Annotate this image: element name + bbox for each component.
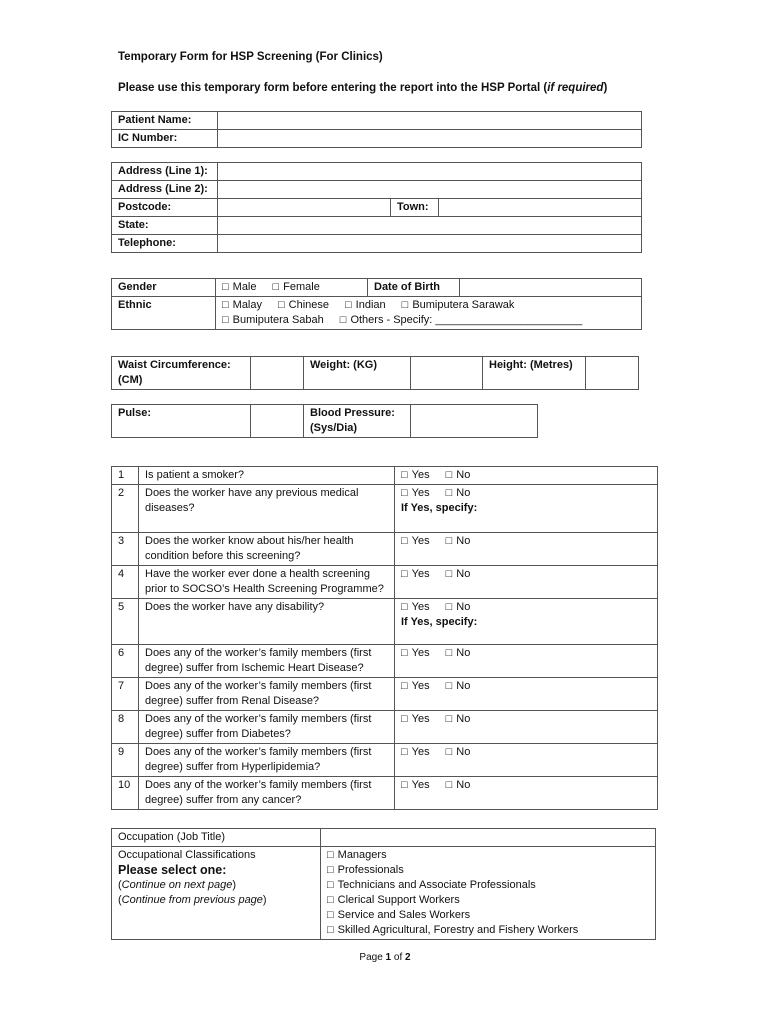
no-checkbox[interactable]: □ No — [446, 567, 471, 582]
question-number: 4 — [112, 566, 139, 599]
question-number: 1 — [112, 467, 139, 485]
ethnic-label: Ethnic — [112, 297, 216, 330]
yes-checkbox[interactable]: □ Yes — [401, 486, 430, 501]
town-field[interactable] — [439, 199, 642, 217]
ethnic-others-checkbox[interactable]: □ Others - Specify: ________________________ — [340, 313, 582, 328]
patient-table — [111, 111, 642, 148]
no-checkbox[interactable]: □ No — [446, 745, 471, 760]
bp-label: Blood Pressure: (Sys/Dia) — [304, 405, 411, 438]
continue-next-note: (Continue on next page) — [118, 879, 237, 891]
question-number: 7 — [112, 678, 139, 711]
subtitle-italic: if required — [547, 82, 604, 94]
weight-label: Weight: (KG) — [304, 357, 411, 390]
question-answer — [395, 777, 658, 810]
question-row — [112, 744, 658, 777]
address-line1-label: Address (Line 1): — [112, 163, 218, 181]
telephone-label: Telephone: — [112, 235, 218, 253]
town-label: Town: — [391, 199, 439, 217]
patient-name-label: Patient Name: — [112, 112, 218, 130]
question-text: Does the worker have any disability? — [139, 599, 395, 645]
state-field[interactable] — [218, 217, 642, 235]
patient-name-field[interactable] — [218, 112, 642, 130]
question-answer — [395, 645, 658, 678]
ethnic-options — [216, 297, 642, 330]
if-yes-label: If Yes, specify: — [401, 502, 478, 514]
question-text: Does any of the worker’s family members (first degree) suffer from Renal Disease? — [139, 678, 395, 711]
yes-checkbox[interactable]: □ Yes — [401, 567, 430, 582]
select-one-label: Please select one: — [118, 863, 227, 877]
address-line1-field[interactable] — [218, 163, 642, 181]
postcode-field[interactable] — [218, 199, 391, 217]
ethnic-sabah-checkbox[interactable]: □ Bumiputera Sabah — [222, 313, 324, 328]
occupation-title-field[interactable] — [321, 829, 656, 847]
subtitle-prefix: Please use this temporary form before entering the report into the HSP Portal ( — [118, 82, 548, 94]
question-row — [112, 566, 658, 599]
gender-male-checkbox[interactable]: □ Male — [222, 280, 257, 295]
dob-field[interactable] — [460, 279, 642, 297]
no-checkbox[interactable]: □ No — [446, 486, 471, 501]
question-answer — [395, 599, 658, 645]
no-checkbox[interactable]: □ No — [446, 712, 471, 727]
question-number: 3 — [112, 533, 139, 566]
question-number: 10 — [112, 777, 139, 810]
question-number: 6 — [112, 645, 139, 678]
yes-checkbox[interactable]: □ Yes — [401, 679, 430, 694]
continue-prev-text: Continue from previous page — [121, 894, 263, 906]
occupation-option[interactable]: □ Skilled Agricultural, Forestry and Fishery Workers — [327, 923, 649, 938]
occupation-table — [111, 828, 656, 940]
question-row — [112, 533, 658, 566]
occupation-class-label: Occupational Classifications — [118, 849, 256, 861]
ethnic-chinese-checkbox[interactable]: □ Chinese — [278, 298, 329, 313]
ethnic-sarawak-checkbox[interactable]: □ Bumiputera Sarawak — [402, 298, 515, 313]
page-word: Page — [359, 952, 383, 963]
subtitle-suffix: ) — [603, 82, 608, 94]
question-number: 2 — [112, 485, 139, 533]
waist-label: Waist Circumference: (CM) — [112, 357, 251, 390]
bp-field[interactable] — [411, 405, 538, 438]
form-subtitle — [118, 82, 607, 94]
height-field[interactable] — [586, 357, 639, 390]
ic-number-label: IC Number: — [112, 130, 218, 148]
questions-table — [111, 466, 658, 810]
gender-label: Gender — [112, 279, 216, 297]
weight-field[interactable] — [411, 357, 483, 390]
yes-checkbox[interactable]: □ Yes — [401, 778, 430, 793]
no-checkbox[interactable]: □ No — [446, 534, 471, 549]
question-answer — [395, 566, 658, 599]
gender-options — [216, 279, 368, 297]
question-row — [112, 485, 658, 533]
pulse-label: Pulse: — [112, 405, 251, 438]
dob-label: Date of Birth — [368, 279, 460, 297]
form-title: Temporary Form for HSP Screening (For Clinics) — [118, 51, 383, 63]
gender-female-checkbox[interactable]: □ Female — [273, 280, 320, 295]
question-row — [112, 645, 658, 678]
address-table — [111, 162, 642, 253]
page-number: 1 — [385, 952, 392, 963]
occupation-option[interactable]: □ Technicians and Associate Professionals — [327, 878, 649, 893]
body-measurements-table — [111, 356, 639, 390]
occupation-options — [321, 847, 656, 940]
no-checkbox[interactable]: □ No — [446, 778, 471, 793]
page-footer — [0, 952, 770, 963]
question-answer — [395, 678, 658, 711]
continue-prev-note: (Continue from previous page) — [118, 894, 267, 906]
yes-checkbox[interactable]: □ Yes — [401, 745, 430, 760]
occupation-option[interactable]: □ Clerical Support Workers — [327, 893, 649, 908]
question-number: 9 — [112, 744, 139, 777]
yes-checkbox[interactable]: □ Yes — [401, 712, 430, 727]
if-yes-label: If Yes, specify: — [401, 616, 478, 628]
question-row — [112, 467, 658, 485]
no-checkbox[interactable]: □ No — [446, 679, 471, 694]
address-line2-label: Address (Line 2): — [112, 181, 218, 199]
question-row — [112, 711, 658, 744]
question-row — [112, 599, 658, 645]
occupation-option[interactable]: □ Managers — [327, 848, 649, 863]
question-text: Is patient a smoker? — [139, 467, 395, 485]
question-answer — [395, 467, 658, 485]
vitals-table — [111, 404, 538, 438]
of-word: of — [393, 952, 403, 963]
question-text: Does any of the worker’s family members (first degree) suffer from Diabetes? — [139, 711, 395, 744]
ethnic-malay-checkbox[interactable]: □ Malay — [222, 298, 262, 313]
waist-field[interactable] — [251, 357, 304, 390]
continue-next-text: Continue on next page — [121, 879, 233, 891]
telephone-field[interactable] — [218, 235, 642, 253]
question-row — [112, 777, 658, 810]
question-answer — [395, 744, 658, 777]
question-answer — [395, 485, 658, 533]
yes-checkbox[interactable]: □ Yes — [401, 534, 430, 549]
question-text: Does any of the worker’s family members (first degree) suffer from any cancer? — [139, 777, 395, 810]
postcode-label: Postcode: — [112, 199, 218, 217]
question-answer — [395, 533, 658, 566]
no-checkbox[interactable]: □ No — [446, 646, 471, 661]
question-text: Have the worker ever done a health screening prior to SOCSO’s Health Screening Programme? — [139, 566, 395, 599]
occupation-option[interactable]: □ Professionals — [327, 863, 649, 878]
question-text: Does any of the worker’s family members (first degree) suffer from Hyperlipidemia? — [139, 744, 395, 777]
question-text: Does the worker have any previous medical diseases? — [139, 485, 395, 533]
address-line2-field[interactable] — [218, 181, 642, 199]
no-checkbox[interactable]: □ No — [446, 468, 471, 483]
occupation-class-cell — [112, 847, 321, 940]
question-answer — [395, 711, 658, 744]
yes-checkbox[interactable]: □ Yes — [401, 468, 430, 483]
state-label: State: — [112, 217, 218, 235]
question-number: 8 — [112, 711, 139, 744]
ic-number-field[interactable] — [218, 130, 642, 148]
question-text: Does any of the worker’s family members (first degree) suffer from Ischemic Heart Disease? — [139, 645, 395, 678]
occupation-title-label: Occupation (Job Title) — [112, 829, 321, 847]
yes-checkbox[interactable]: □ Yes — [401, 600, 430, 615]
ethnic-indian-checkbox[interactable]: □ Indian — [345, 298, 386, 313]
occupation-option[interactable]: □ Service and Sales Workers — [327, 908, 649, 923]
yes-checkbox[interactable]: □ Yes — [401, 646, 430, 661]
question-number: 5 — [112, 599, 139, 645]
no-checkbox[interactable]: □ No — [446, 600, 471, 615]
height-label: Height: (Metres) — [483, 357, 586, 390]
page-total: 2 — [405, 952, 411, 963]
question-row — [112, 678, 658, 711]
question-text: Does the worker know about his/her health condition before this screening? — [139, 533, 395, 566]
demographics-table — [111, 278, 642, 330]
pulse-field[interactable] — [251, 405, 304, 438]
